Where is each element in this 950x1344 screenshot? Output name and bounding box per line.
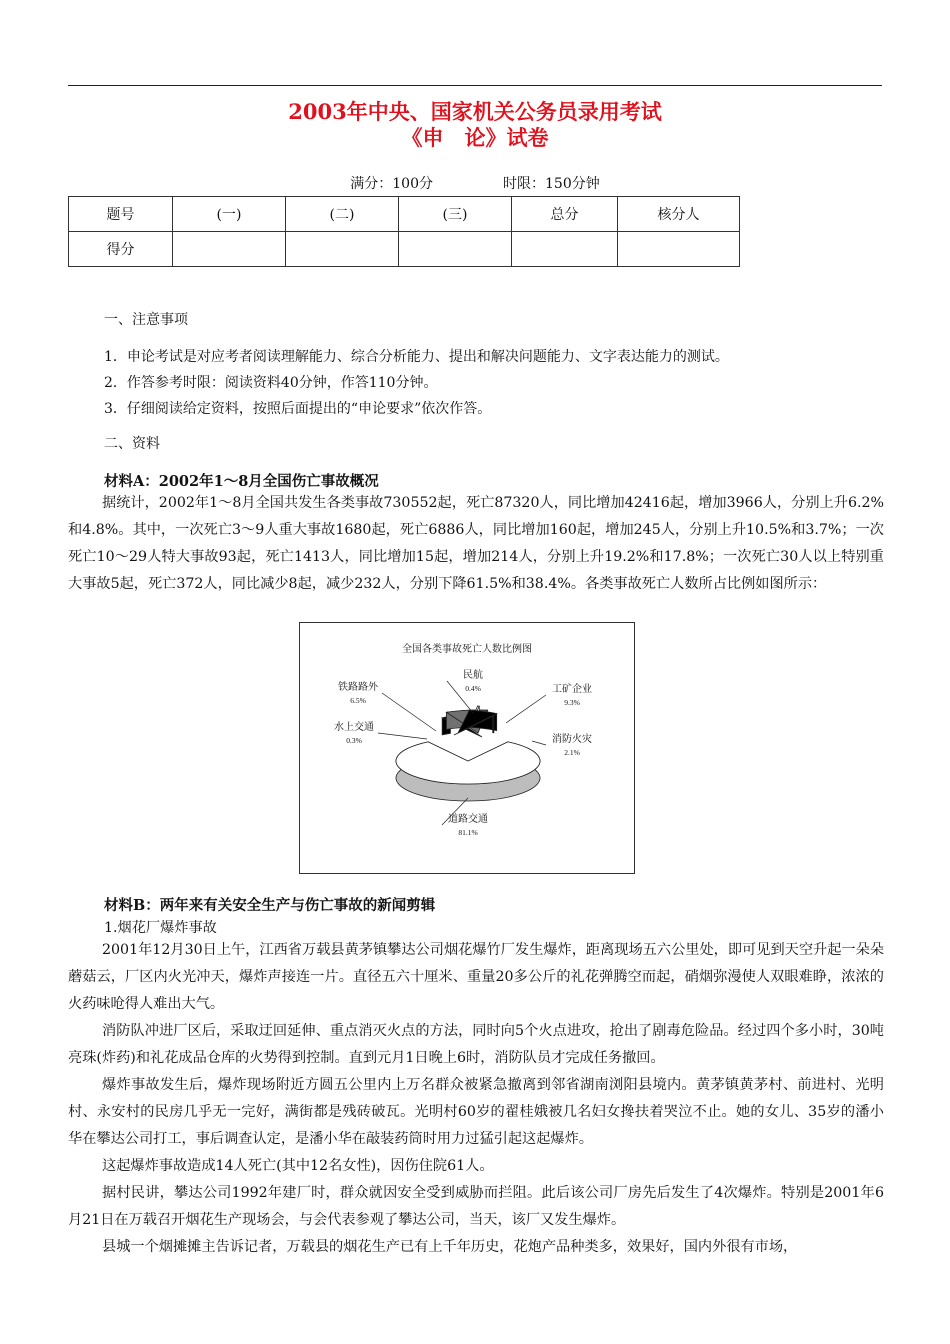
material-a-title: 材料A：2002年1～8月全国伤亡事故概况 [104, 473, 379, 490]
note-item: 3．仔细阅读给定资料，按照后面提出的“申论要求”依次作答。 [104, 401, 492, 417]
material-b-paragraph: 这起爆炸事故造成14人死亡(其中12名女性)，因伤住院61人。 [102, 1158, 494, 1174]
score-cell[interactable] [399, 232, 512, 267]
material-a-paragraph: 据统计，2002年1～8月全国共发生各类事故730552起，死亡87320人，同比增加42416起，增加3966人，分别上升6.2%和4.8%。其中，一次死亡3～9人重大事故1680起，死亡6886人，同比增加160起，增加245人，分别上升10.5%和3.7%；一次死亡10～29人特大事故93起，死亡1413人，同比增加15起，增加214人，分别上升19.2%和17.8%；一次死亡30人以上特别重大事故5起，死亡372人，同比减少8起，减少232人，分别下降61.5%和38.4%。各类事故死亡人数所占比例如图所示： [68, 495, 884, 592]
section-heading-notes: 一、注意事项 [104, 312, 188, 328]
score-table [68, 196, 740, 267]
score-row-label: 得分 [69, 232, 173, 267]
material-b-paragraph: 消防队冲进厂区后，采取迂回延伸、重点消灭火点的方法，同时向5个火点进攻，抢出了剧毒危险品。经过四个多小时，30吨亮珠(炸药)和礼花成品仓库的火势得到控制。直到元月1日晚上6时，消防队员才完成任务撤回。 [68, 1023, 884, 1066]
material-b-paragraph: 县城一个烟摊摊主告诉记者，万载县的烟花生产已有上千年历史，花炮产品种类多，效果好，国内外很有市场， [102, 1239, 798, 1255]
note-item: 2．作答参考时限：阅读资料40分钟，作答110分钟。 [104, 375, 438, 391]
note-item: 1．申论考试是对应考者阅读理解能力、综合分析能力、提出和解决问题能力、文字表达能力的测试。 [104, 349, 729, 365]
material-b-subheading: 1.烟花厂爆炸事故 [104, 920, 217, 936]
pie-value-label-4: 0.4% [465, 684, 481, 693]
score-cell[interactable] [173, 232, 286, 267]
score-cell[interactable] [618, 232, 740, 267]
top-rule [68, 85, 882, 86]
pie-label-1: 工矿企业 [552, 684, 592, 695]
pie-value-label-0: 81.1% [458, 828, 478, 837]
pie-slice-side-5 [493, 716, 494, 733]
pie-value-label-5: 0.3% [346, 736, 362, 745]
pie-slice-0 [396, 742, 540, 784]
score-table-header-cell: 题号 [69, 197, 173, 232]
material-a-text-block [68, 490, 884, 598]
material-b-paragraph: 据村民讲，攀达公司1992年建厂时，群众就因安全受到威胁而拦阻。此后该公司厂房先后发生了4次爆炸。特别是2001年6月21日在万载召开烟花生产现场会，与会代表参观了攀达公司，当天，该厂又发生爆炸。 [68, 1185, 884, 1228]
pie-leader-line-5 [378, 733, 427, 739]
time-limit: 时限：150分钟 [503, 176, 600, 192]
pie-label-4: 民航 [463, 670, 483, 681]
score-table-header-cell: 总分 [512, 197, 618, 232]
score-info [0, 173, 950, 193]
pie-leader-line-1 [506, 695, 546, 723]
page-subtitle: 《申 论》试卷 [401, 125, 549, 150]
score-table-header-cell: (二) [286, 197, 399, 232]
pie-value-label-2: 6.5% [350, 696, 366, 705]
pie-value-label-1: 9.3% [564, 698, 580, 707]
score-cell[interactable] [286, 232, 399, 267]
pie-label-3: 消防火灾 [552, 734, 592, 745]
pie-leader-line-2 [382, 693, 436, 731]
score-table-header-cell: (三) [399, 197, 512, 232]
material-b-paragraph: 2001年12月30日上午，江西省万载县黄茅镇攀达公司烟花爆竹厂发生爆炸，距离现场五六公里处，即可见到天空升起一朵朵蘑菇云，厂区内火光冲天，爆炸声接连一片。直径五六十厘米、重量20多公斤的礼花弹腾空而起，硝烟弥漫使人双眼难睁，浓浓的火药味呛得人难出大气。 [68, 942, 884, 1012]
section-heading-materials: 二、资料 [104, 436, 160, 452]
score-table-header-cell: (一) [173, 197, 286, 232]
pie-chart-svg [300, 623, 634, 873]
pie-label-2: 铁路路外 [338, 682, 378, 693]
score-table-score-row [69, 232, 740, 267]
accident-pie-chart [299, 622, 635, 874]
score-cell[interactable] [512, 232, 618, 267]
pie-leader-line-3 [532, 741, 546, 745]
pie-value-label-3: 2.1% [564, 748, 580, 757]
score-table-header-row [69, 197, 740, 232]
material-b-text-block [68, 937, 884, 1261]
pie-label-0: 道路交通 [448, 814, 488, 825]
chart-title: 全国各类事故死亡人数比例图 [402, 644, 532, 655]
page-title: 2003年中央、国家机关公务员录用考试 [288, 99, 662, 124]
material-b-title: 材料B：两年来有关安全生产与伤亡事故的新闻剪辑 [104, 897, 436, 914]
score-table-header-cell: 核分人 [618, 197, 740, 232]
material-b-paragraph: 爆炸事故发生后，爆炸现场附近方圆五公里内上万名群众被紧急撤离到邻省湖南浏阳县境内。黄茅镇黄茅村、前进村、光明村、永安村的民房几乎无一完好，满街都是残砖破瓦。光明村60岁的翟桂娥被几名妇女搀扶着哭泣不止。她的女儿、35岁的潘小华在攀达公司打工，事后调查认定，是潘小华在敲装药筒时用力过猛引起这起爆炸。 [68, 1077, 884, 1147]
full-score: 满分：100分 [350, 176, 433, 192]
pie-label-5: 水上交通 [334, 722, 374, 733]
